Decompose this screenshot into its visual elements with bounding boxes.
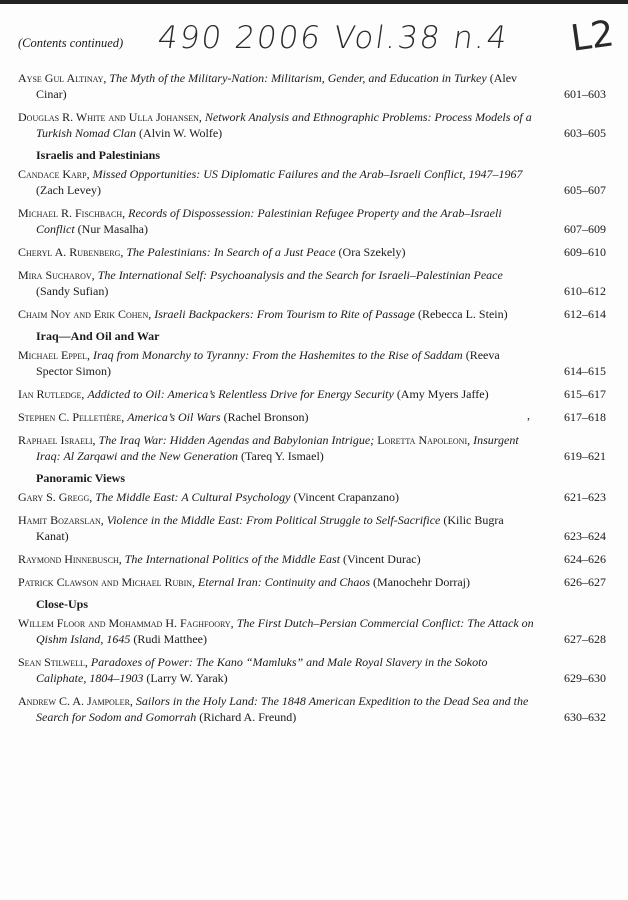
entry-title: Violence in the Middle East: From Political Struggle to Self-Sacrifice [106, 513, 441, 527]
toc-entry [18, 574, 610, 590]
entry-reviewer: (Alvin W. Wolfe) [139, 126, 223, 140]
toc-entry [18, 70, 610, 102]
entry-author: Patrick Clawson and Michael Rubin, [18, 575, 196, 589]
section-heading: Israelis and Palestinians [36, 148, 161, 162]
entry-title: The Palestinians: In Search of a Just Peace [126, 245, 336, 259]
entry-author: Stephen C. Pelletière, [18, 410, 125, 424]
entry-reviewer: (Vincent Crapanzano) [293, 490, 400, 504]
entry-author: Sean Stilwell, [18, 655, 88, 669]
entry-title: Records of Dispossession: Palestinian Refugee Property and the Arab–Israeli Conflict [36, 206, 502, 236]
entry-text [18, 615, 538, 647]
entry-title: The International Self: Psychoanalysis and the Search for Israeli–Palestinian Peace [97, 268, 503, 282]
entry-pages: 623–624 [564, 529, 606, 543]
entry-pages: 626–627 [564, 575, 606, 589]
entry-reviewer: (Nur Masalha) [77, 222, 148, 236]
entry-text [18, 386, 538, 402]
entry-pages: 629–630 [564, 671, 606, 685]
entry-text [18, 551, 538, 567]
entry-text [18, 70, 538, 102]
entry-pages: 614–615 [564, 364, 606, 378]
entry-pages: 610–612 [564, 284, 606, 298]
toc-entry [18, 551, 610, 567]
toc-entry [18, 306, 610, 322]
entry-title: The Iraq War: Hidden Agendas and Babylonian Intrigue; [98, 433, 375, 447]
entry-pages: 609–610 [564, 245, 606, 259]
toc-entry [18, 166, 610, 198]
entry-author: Raymond Hinnebusch, [18, 552, 122, 566]
entry-text [18, 109, 538, 141]
entry-text [18, 432, 538, 464]
section-heading: Iraq—And Oil and War [36, 329, 160, 343]
entry-text [18, 306, 538, 322]
entry-text [18, 267, 538, 299]
handwritten-mark: L2 [568, 13, 617, 60]
toc-entry [18, 109, 610, 141]
entry-pages: 621–623 [564, 490, 606, 504]
toc-entry [18, 409, 610, 425]
entry-pages: 603–605 [564, 126, 606, 140]
entry-reviewer: (Rebecca L. Stein) [417, 307, 508, 321]
entry-reviewer: (Zach Levey) [36, 183, 101, 197]
toc-entry [18, 347, 610, 379]
entry-text [18, 693, 538, 725]
toc-entry [18, 654, 610, 686]
entry-title: Eternal Iran: Continuity and Chaos [198, 575, 371, 589]
entry-author: Mira Sucharov, [18, 268, 95, 282]
entry-title: Addicted to Oil: America’s Relentless Drive for Energy Security [87, 387, 394, 401]
entry-text [18, 574, 538, 590]
entry-author: Michael R. Fischbach, [18, 206, 126, 220]
entry-title: Sailors in the Holy Land: The 1848 American Expedition to the Dead Sea and the Search for Sodom and Gomorrah [36, 694, 529, 724]
entry-text [18, 205, 538, 237]
entry-title: The First Dutch–Persian Commercial Conflict: The Attack on Qishm Island, 1645 [36, 616, 534, 646]
entry-title: Israeli Backpackers: From Tourism to Rite of Passage [154, 307, 415, 321]
entry-pages: 612–614 [564, 307, 606, 321]
entry-author: Douglas R. White and Ulla Johansen, [18, 110, 202, 124]
toc-entry [18, 267, 610, 299]
toc-entry [18, 489, 610, 505]
entry-title: Paradoxes of Power: The Kano “Mamluks” and Male Royal Slavery in the Sokoto Caliphate, 1804–1903 [36, 655, 488, 685]
contents-continued-label: (Contents continued) [18, 36, 124, 50]
entry-author: Ian Rutledge, [18, 387, 85, 401]
entry-reviewer: (Reeva Spector Simon) [36, 348, 500, 378]
handwritten-reference: 490 2006 Vol.38 n.4 [155, 20, 512, 56]
section-heading: Close-Ups [36, 597, 89, 611]
stray-mark: , [527, 408, 530, 422]
entry-title: The Middle East: A Cultural Psychology [95, 490, 291, 504]
entry-pages: 624–626 [564, 552, 606, 566]
entry-author: Chaim Noy and Erik Cohen, [18, 307, 152, 321]
entry-reviewer: (Rudi Matthee) [133, 632, 207, 646]
entry-pages: 607–609 [564, 222, 606, 236]
entry-reviewer: (Alev Cinar) [36, 71, 518, 101]
entry-title: America’s Oil Wars [127, 410, 221, 424]
entry-reviewer: (Kilic Bugra Kanat) [36, 513, 504, 543]
toc-entry [18, 244, 610, 260]
toc-entry [18, 693, 610, 725]
entry-text [18, 489, 538, 505]
entry-text [18, 409, 538, 425]
entry-reviewer: (Larry W. Yarak) [146, 671, 228, 685]
entry-title: Missed Opportunities: US Diplomatic Failures and the Arab–Israeli Conflict, 1947–1967 [92, 167, 523, 181]
entry-reviewer: (Vincent Durac) [343, 552, 421, 566]
entry-author: Willem Floor and Mohammad H. Faghfoory, [18, 616, 234, 630]
section-heading: Panoramic Views [36, 471, 125, 485]
entry-text [18, 654, 538, 686]
toc-entry [18, 615, 610, 647]
entry-pages: 627–628 [564, 632, 606, 646]
entry-text [18, 347, 538, 379]
entry-pages: 619–621 [564, 449, 606, 463]
entry-author: Cheryl A. Rubenberg, [18, 245, 124, 259]
entry-reviewer: (Tareq Y. Ismael) [241, 449, 324, 463]
entry-pages: 615–617 [564, 387, 606, 401]
entry-author: Michael Eppel, [18, 348, 90, 362]
entry-author: Gary S. Gregg, [18, 490, 93, 504]
page-header [18, 13, 618, 66]
entry-text [18, 166, 538, 198]
toc-entry [18, 205, 610, 237]
entry-reviewer: (Rachel Bronson) [223, 410, 309, 424]
toc-entry [18, 432, 610, 464]
entry-title: Network Analysis and Ethnographic Problems: Process Models of a Turkish Nomad Clan [36, 110, 532, 140]
entry-reviewer: (Manochehr Dorraj) [373, 575, 471, 589]
contents-list [18, 70, 610, 732]
entry-title: The Myth of the Military-Nation: Militarism, Gender, and Education in Turkey [109, 71, 487, 85]
entry-author: Ayse Gul Altinay, [18, 71, 107, 85]
entry-author: Candace Karp, [18, 167, 90, 181]
top-rule [0, 0, 628, 4]
toc-entry [18, 386, 610, 402]
toc-entry [18, 512, 610, 544]
entry-pages: 617–618 [564, 410, 606, 424]
entry-pages: 630–632 [564, 710, 606, 724]
entry-text [18, 244, 538, 260]
entry-title: Insurgent Iraq: Al Zarqawi and the New Generation [36, 433, 519, 463]
entry-reviewer: (Richard A. Freund) [199, 710, 297, 724]
entry-title: Iraq from Monarchy to Tyranny: From the Hashemites to the Rise of Saddam [93, 348, 463, 362]
entry-author: Andrew C. A. Jampoler, [18, 694, 133, 708]
entry-reviewer: (Sandy Sufian) [36, 284, 109, 298]
entry-author: Hamit Bozarslan, [18, 513, 104, 527]
entry-author: Loretta Napoleoni, [377, 433, 471, 447]
entry-author: Raphael Israeli, [18, 433, 96, 447]
entry-reviewer: (Amy Myers Jaffe) [396, 387, 489, 401]
entry-pages: 601–603 [564, 87, 606, 101]
entry-title: The International Politics of the Middle East [124, 552, 341, 566]
entry-reviewer: (Ora Szekely) [338, 245, 406, 259]
entry-pages: 605–607 [564, 183, 606, 197]
entry-text [18, 512, 538, 544]
